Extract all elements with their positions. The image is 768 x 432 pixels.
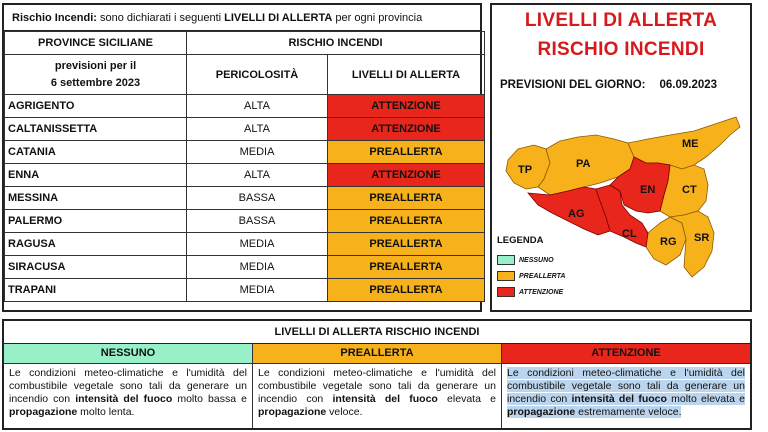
legend-label-preallerta: PREALLERTA <box>519 272 566 280</box>
alert-level: PREALLERTA <box>328 210 485 233</box>
levels-description-panel <box>2 319 752 430</box>
legend-item-nessuno <box>497 252 565 268</box>
danger-level: MEDIA <box>187 141 328 164</box>
levels-title: LIVELLI DI ALLERTA RISCHIO INCENDI <box>4 321 750 344</box>
table-row <box>5 256 485 279</box>
header-suffix: per ogni provincia <box>332 12 423 24</box>
level-nessuno <box>4 344 253 428</box>
province-name: CALTANISSETTA <box>5 118 187 141</box>
table-head-row-2 <box>5 55 485 95</box>
header-bold: LIVELLI DI ALLERTA <box>224 12 333 24</box>
col-risk-header: RISCHIO INCENDI <box>187 32 485 55</box>
level-bold-a: intensità del fuoco <box>571 393 667 405</box>
level-bold-a: intensità del fuoco <box>75 393 173 405</box>
legend-swatch-attenzione <box>497 287 515 297</box>
label-ct: CT <box>682 184 697 196</box>
danger-level: ALTA <box>187 118 328 141</box>
level-text-c: veloce. <box>326 406 363 418</box>
danger-level: ALTA <box>187 164 328 187</box>
alert-level: ATTENZIONE <box>328 164 485 187</box>
level-text-nessuno <box>4 364 252 422</box>
map-legend <box>497 235 565 300</box>
legend-swatch-preallerta <box>497 271 515 281</box>
header-text: sono dichiarati i seguenti <box>96 12 225 24</box>
label-pa: PA <box>576 158 591 170</box>
label-ag: AG <box>568 208 585 220</box>
province-name: MESSINA <box>5 187 187 210</box>
legend-item-attenzione <box>497 284 565 300</box>
province-name: RAGUSA <box>5 233 187 256</box>
table-row <box>5 95 485 118</box>
alert-table-panel <box>2 3 482 312</box>
level-heading-nessuno: NESSUNO <box>4 344 252 364</box>
label-rg: RG <box>660 236 677 248</box>
alert-level: PREALLERTA <box>328 187 485 210</box>
danger-level: BASSA <box>187 187 328 210</box>
alert-level: PREALLERTA <box>328 141 485 164</box>
legend-swatch-nessuno <box>497 255 515 265</box>
danger-level: ALTA <box>187 95 328 118</box>
table-row <box>5 210 485 233</box>
level-bold-b: propagazione <box>258 406 327 418</box>
alert-level: ATTENZIONE <box>328 95 485 118</box>
map-title-line-1: LIVELLI DI ALLERTA <box>524 10 718 31</box>
level-text-c: molto lenta. <box>77 406 135 418</box>
danger-level: MEDIA <box>187 233 328 256</box>
header-prefix: Rischio Incendi: <box>12 12 97 24</box>
label-sr: SR <box>694 232 710 244</box>
level-attenzione <box>502 344 750 428</box>
level-text-preallerta <box>253 364 501 422</box>
forecast-label: PREVISIONI DEL GIORNO: <box>500 79 646 91</box>
alert-level: PREALLERTA <box>328 256 485 279</box>
table-row <box>5 279 485 302</box>
label-cl: CL <box>622 228 637 240</box>
label-me: ME <box>682 138 699 150</box>
level-text-b: molto bassa e <box>172 393 247 405</box>
danger-level: MEDIA <box>187 256 328 279</box>
forecast-date-cell <box>5 55 187 95</box>
risk-rows <box>5 95 485 302</box>
level-text-attenzione <box>502 364 750 422</box>
table-row <box>5 187 485 210</box>
label-en: EN <box>640 184 656 196</box>
province-name: PALERMO <box>5 210 187 233</box>
province-name: ENNA <box>5 164 187 187</box>
col-province-header: PROVINCE SICILIANE <box>5 32 187 55</box>
table-row <box>5 118 485 141</box>
alert-level: PREALLERTA <box>328 233 485 256</box>
level-bold-a: intensità del fuoco <box>332 393 438 405</box>
province-name: AGRIGENTO <box>5 95 187 118</box>
legend-label-attenzione: ATTENZIONE <box>519 288 564 296</box>
level-text-b: molto elevata e <box>666 393 745 405</box>
level-bold-b: propagazione <box>507 406 576 418</box>
table-row <box>5 164 485 187</box>
province-name: TRAPANI <box>5 279 187 302</box>
level-text-a: Le condizioni meteo-climatiche e l'umidità del combustibile vegetale sono tali da generare un incendio con <box>507 367 745 405</box>
alert-level: ATTENZIONE <box>328 118 485 141</box>
table-header-note <box>4 5 480 31</box>
danger-level: MEDIA <box>187 279 328 302</box>
level-heading-attenzione: ATTENZIONE <box>502 344 750 364</box>
legend-item-preallerta <box>497 268 565 284</box>
table-head-row-1 <box>5 32 485 55</box>
col-alert-header: LIVELLI DI ALLERTA <box>328 55 485 95</box>
forecast-date: 06.09.2023 <box>659 79 718 91</box>
table-row <box>5 233 485 256</box>
alert-level: PREALLERTA <box>328 279 485 302</box>
level-text-c: estremamente veloce. <box>575 406 682 418</box>
col-danger-header: PERICOLOSITÀ <box>187 55 328 95</box>
forecast-day <box>500 79 717 91</box>
map-panel <box>490 3 752 312</box>
label-tp: TP <box>518 164 533 176</box>
level-text-a: Le condizioni meteo-climatiche e l'umidità del combustibile vegetale sono tali da generare un incendio con <box>9 367 247 405</box>
danger-level: BASSA <box>187 210 328 233</box>
forecast-line-1: previsioni per il <box>54 59 137 72</box>
province-name: CATANIA <box>5 141 187 164</box>
level-bold-b: propagazione <box>9 406 78 418</box>
table-row <box>5 141 485 164</box>
risk-table <box>4 31 485 302</box>
level-heading-preallerta: PREALLERTA <box>253 344 501 364</box>
level-text-a: Le condizioni meteo-climatiche e l'umidità del combustibile vegetale sono tali da generare un incendio con <box>258 367 496 405</box>
legend-label-nessuno: NESSUNO <box>519 256 554 264</box>
legend-title: LEGENDA <box>497 235 544 246</box>
forecast-line-2: 6 settembre 2023 <box>50 76 141 89</box>
map-title-line-2: RISCHIO INCENDI <box>537 39 705 60</box>
level-preallerta <box>253 344 502 428</box>
level-text-b: elevata e <box>437 393 496 405</box>
province-name: SIRACUSA <box>5 256 187 279</box>
